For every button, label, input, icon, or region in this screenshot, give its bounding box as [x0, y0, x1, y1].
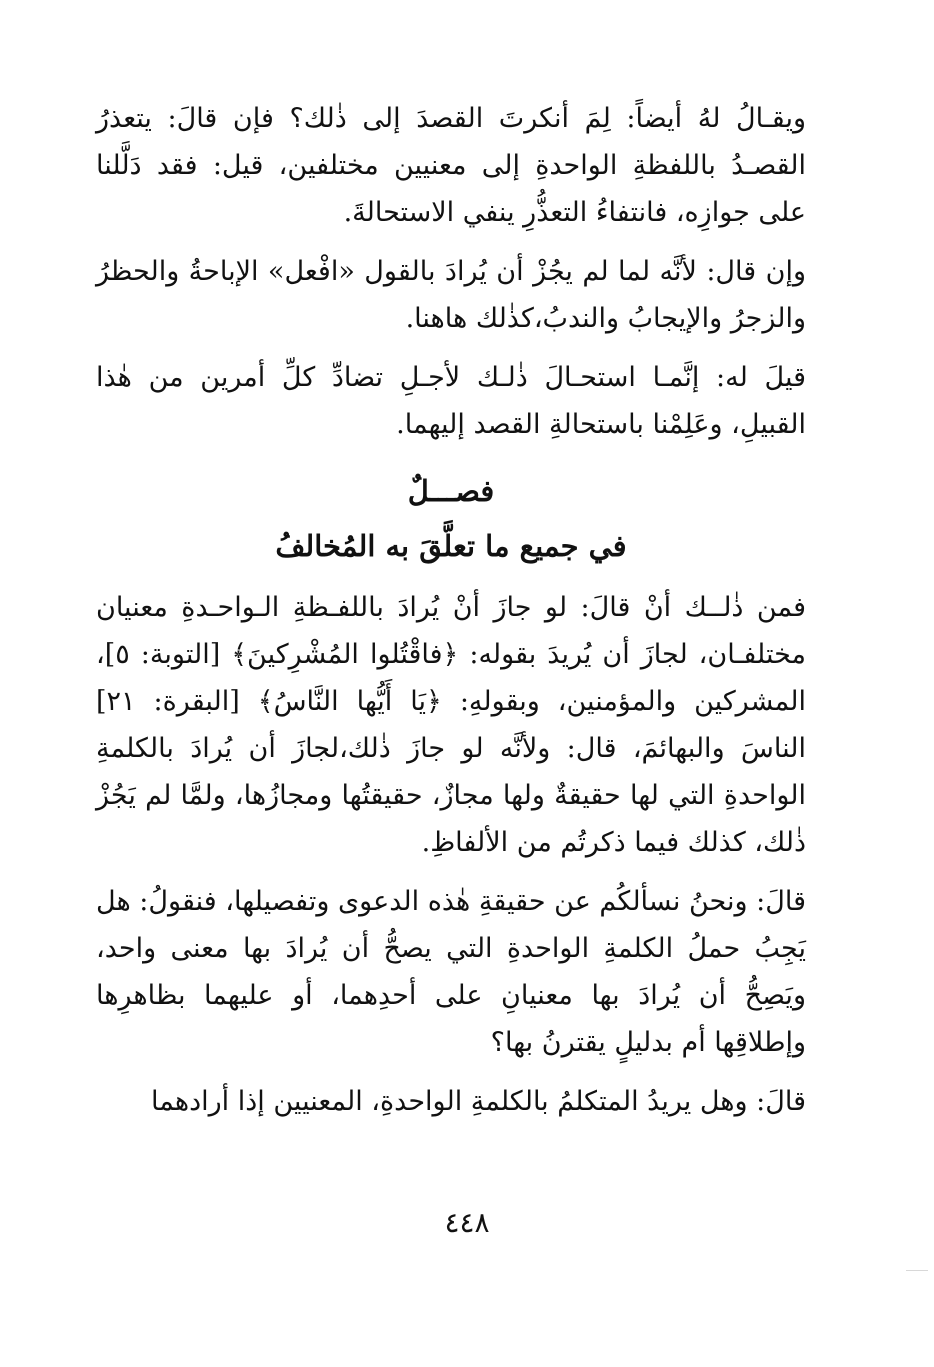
section-title: فصـــلٌ: [407, 474, 495, 508]
paragraph: فمن ذٰلــك أنْ قالَ: لو جازَ أنْ يُرادَ باللفـظةِ الـواحـدةِ معنيان مختلفـان، لجازَ أن يُريدَ بقوله: ﴿فاقْتُلوا المُشْرِكينَ﴾ [التوبة: ٥]، المشركين والمؤمنين، وبقولهِ: ﴿يَا أَيُّها النَّاسُ﴾ [البقرة: ٢١] الناسَ والبهائمَ، قال: ولأنَّه لو جازَ ذٰلك،لجازَ أن يُرادَ بالكلمةِ الواحدةِ التي لها حقيقةٌ ولها مجازٌ، حقيقتُها ومجازُها، ولمَّا لم يَجُزْ ذٰلك، كذلك فيما ذكرتُم من الألفاظِ.: [96, 592, 806, 858]
paragraph: قالَ: ونحنُ نسألكُم عن حقيقةِ هٰذه الدعوى وتفصيلها، فنقولُ: هل يَجِبُ حملُ الكلمةِ الواحدةِ التي يصحُّ أن يُرادَ بها معنى واحد، ويَصِحُّ أن يُرادَ بها معنيانِ على أحدِهما، أو عليهما بظاهرِها وإطلاقِها أم بدليلٍ يقترنُ بها؟: [96, 886, 806, 1058]
paragraph: ويقـالُ لهُ أيضاً: لِمَ أنكرتَ القصدَ إلى ذٰلك؟ فإن قالَ: يتعذرُ القصـدُ باللفظةِ الواحدةِ إلى معنيين مختلفين، قيل: فقد دَلَّلنا على جوازِه، فانتفاءُ التعذُّرِ ينفي الاستحالةَ.: [96, 103, 806, 228]
page-number: ٤٤٨: [444, 1206, 490, 1239]
section-subtitle: في جميع ما تعلَّقَ به المُخالفُ: [275, 529, 627, 563]
scan-artifact: [906, 1270, 928, 1271]
page-body: [96, 95, 806, 1137]
paragraph: قيلَ له: إنَّمـا استحـالَ ذٰلـك لأجـلِ تضادِّ كلِّ أمرين من هٰذا القبيلِ، وعَلِمْنا باستحالةِ القصد إليهما.: [96, 362, 806, 440]
paragraph: قالَ: وهل يريدُ المتكلمُ بالكلمةِ الواحدةِ، المعنيين إذا أرادهما: [151, 1086, 806, 1117]
paragraph: وإن قال: لأنَّه لما لم يجُزْ أن يُرادَ بالقول «افْعل» الإباحةُ والحظرُ والزجرُ والإيجابُ والندبُ،كذٰلك هاهنا.: [96, 256, 806, 334]
